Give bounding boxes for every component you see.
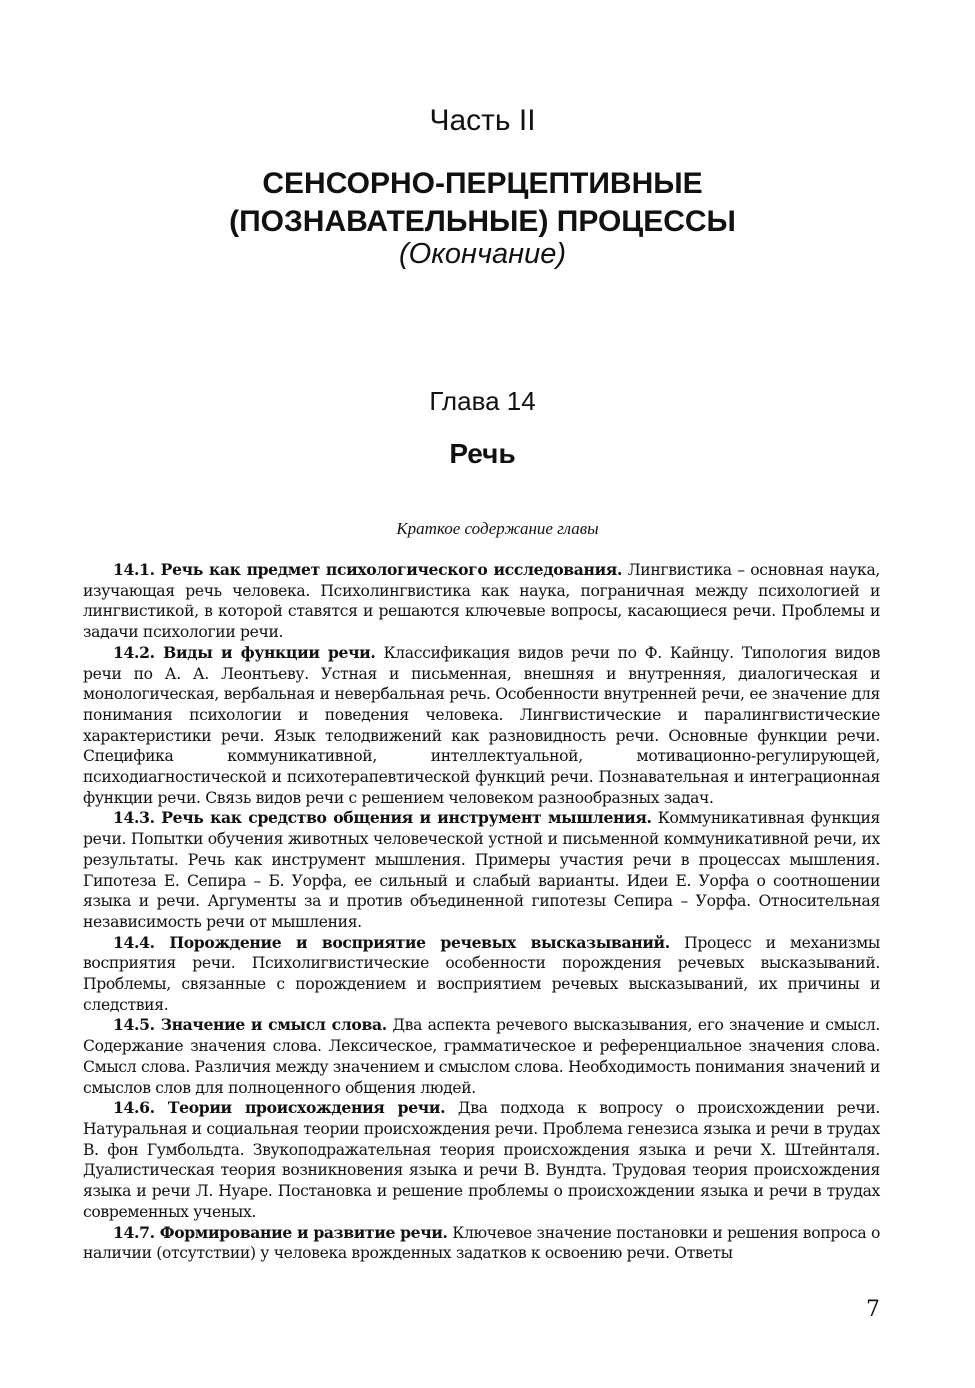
summary-section xyxy=(83,560,880,643)
section-text: Лингвистика – основная наука, изучающая речь человека. Психолингвистика как наука, пограничная между психологией и лингвистикой, в которой ставятся и решаются ключевые вопросы, касающиеся речи. Проблемы и задачи психологии речи. xyxy=(83,561,880,642)
section-text: Процесс и механизмы восприятия речи. Психолигвистические особенности порождения речевых высказываний. Проблемы, связанные с порождением и восприятием речевых высказываний, их причины и следствия. xyxy=(83,933,880,1014)
section-heading: 14.5. Значение и смысл слова. xyxy=(113,1015,387,1035)
summary-section xyxy=(83,808,880,932)
section-heading: 14.3. Речь как средство общения и инструмент мышления. xyxy=(113,808,652,828)
section-text: Коммуникативная функция речи. Попытки обучения животных человеческой устной и письменной коммуникативной речи, их результаты. Речь как инструмент мышления. Примеры участия речи в процессах мышления. Гипотеза Е. Сепира – Б. Уорфа, ее сильный и слабый варианты. Идеи Е. Уорфа о соотношении языка и речи. Аргументы за и против объединенной гипотезы Сепира – Уорфа. Относительная независимость речи от мышления. xyxy=(83,809,880,931)
summary-section xyxy=(83,1015,880,1098)
chapter-label: Глава 14 xyxy=(429,386,536,416)
summary-section xyxy=(83,643,880,809)
section-text: Ключевое значение постановки и решения вопроса о наличии (отсутствии) у человека врожденных задатков к освоению речи. Ответы xyxy=(83,1223,880,1263)
section-heading: 14.1. Речь как предмет психологического исследования. xyxy=(113,560,623,579)
summary-section xyxy=(83,1098,880,1222)
part-subtitle: (Окончание) xyxy=(398,238,566,270)
section-heading: 14.4. Порождение и восприятие речевых высказываний. xyxy=(113,932,670,952)
section-text: Два подхода к вопросу о происхождении речи. Натуральная и социальная теории происхождения речи. Проблема генезиса языка и речи в трудах В. фон Гумбольдта. Звукоподражательная теория происхождения языка и речи Х. Штейнталя. Дуалистическая теория возникновения языка и речи В. Вундта. Трудовая теория происхождения языка и речи Л. Нуаре. Постановка и решение проблемы о происхождении языка и речи в трудах современных ученых. xyxy=(83,1099,880,1221)
chapter-title: Речь xyxy=(449,438,516,469)
section-text: Классификация видов речи по Ф. Кайнцу. Типология видов речи по А. А. Леонтьеву. Устная и письменная, внешняя и внутренняя, диалогическая и монологическая, вербальная и невербальная речь. Особенности внутренней речи, ее значение для понимания психологии и поведения человека. Лингвистические и паралингвистические характеристики речи. Язык телодвижений как разновидность речи. Основные функции речи. Специфика коммуникативной, интеллектуальной, мотивационно-регулирующей, психодиагностической и психотерапевтической функций речи. Познавательная и интеграционная функции речи. Связь видов речи с решением человеком разнообразных задач. xyxy=(83,643,881,807)
section-heading: 14.2. Виды и функции речи. xyxy=(113,642,376,662)
section-heading: 14.6. Теории происхождения речи. xyxy=(113,1098,446,1118)
page-number: 7 xyxy=(866,1297,880,1322)
summary-section xyxy=(83,1223,880,1264)
summary-section xyxy=(83,933,880,1016)
section-text: Два аспекта речевого высказывания, его значение и смысл. Содержание значения слова. Лексическое, грамматическое и референциальное значения слова. Смысл слова. Различия между значением и смыслом слова. Необходимость понимания значений и смыслов слов для полноценного общения людей. xyxy=(83,1016,880,1097)
part-label: Часть II xyxy=(429,104,536,137)
part-title-line-1: СЕНСОРНО-ПЕРЦЕПТИВНЫЕ xyxy=(262,167,703,200)
part-title-line-2: (ПОЗНАВАТЕЛЬНЫЕ) ПРОЦЕССЫ xyxy=(229,205,736,238)
part-title xyxy=(0,165,965,241)
section-heading: 14.7. Формирование и развитие речи. xyxy=(113,1222,448,1242)
chapter-summary xyxy=(83,560,880,1264)
summary-heading: Краткое содержание главы xyxy=(396,519,599,538)
